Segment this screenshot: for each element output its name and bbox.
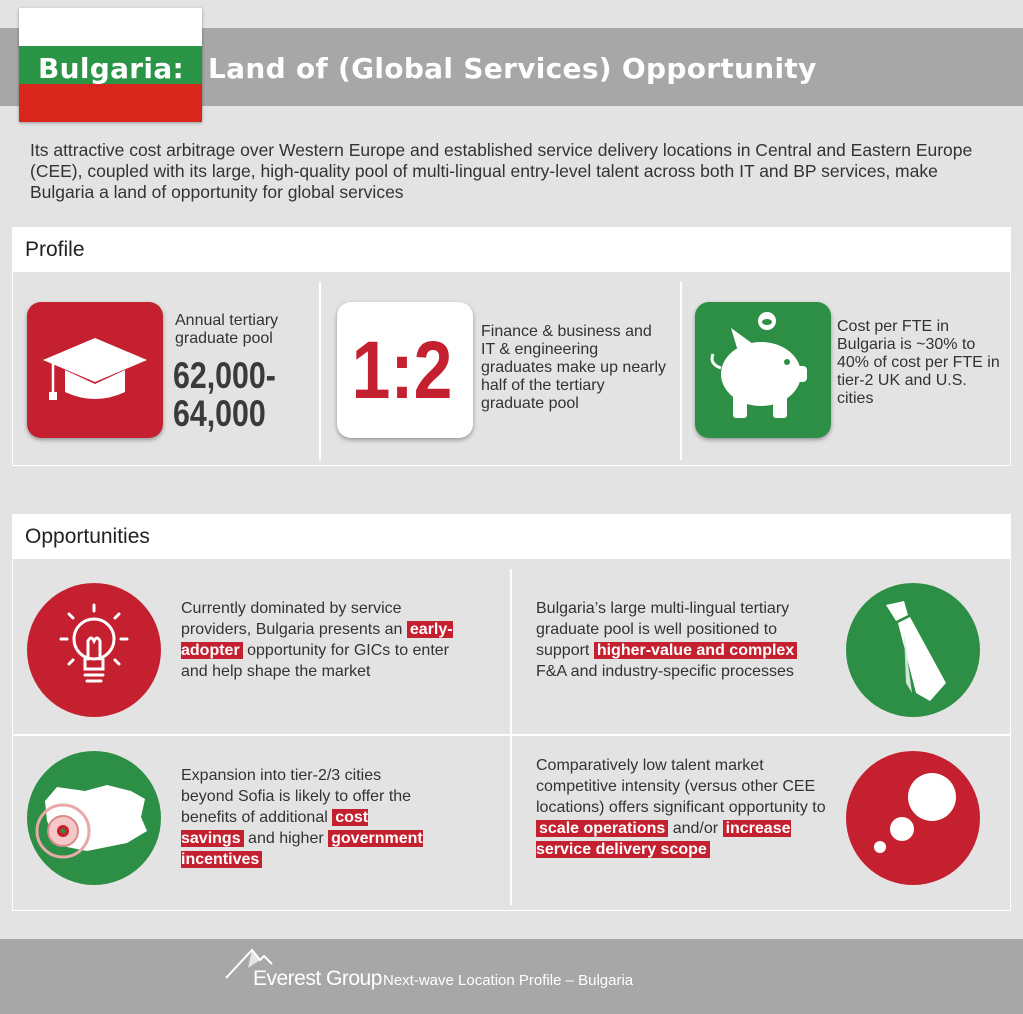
early-adopter-text: Currently dominated by service providers, Bulgaria presents an early-adopter opportunity for GICs to enter and help shape the market xyxy=(181,600,453,680)
scale-operations-text: Comparatively low talent market competitive intensity (versus other CEE locations) offers significant opportunity to scale operations and/or increase service delivery scope xyxy=(536,757,826,858)
cost-per-fte-description: Cost per FTE in Bulgaria is ~30% to 40% of cost per FTE in tier-2 UK and U.S. cities xyxy=(837,318,1000,407)
ratio-description: Finance & business and IT & engineering graduates make up nearly half of the tertiary graduate pool xyxy=(481,323,666,412)
intro-text: Its attractive cost arbitrage over Western Europe and established service delivery locations in Central and Eastern Europe (CEE), coupled with its large, high-quality pool of multi-lingual entry-level talent across both IT and BP services, make Bulgaria a land of opportunity for global services xyxy=(30,140,973,202)
scale-operations-highlight: scale operations xyxy=(536,820,668,837)
graduation-cap-icon xyxy=(27,302,163,438)
increase-scope-highlight: increase service delivery scope xyxy=(536,820,791,858)
opportunities-heading: Opportunities xyxy=(13,515,1010,559)
ratio-tile xyxy=(337,302,473,438)
necktie-icon xyxy=(846,583,980,717)
graduation-cap-tile xyxy=(27,302,163,438)
thought-bubble-circle xyxy=(846,751,980,885)
higher-value-highlight: higher-value and complex xyxy=(594,642,797,659)
cost-savings-highlight: cost savings xyxy=(181,809,369,847)
early-adopter-highlight: early-adopter xyxy=(181,621,453,659)
graduate-pool-label: Annual tertiary graduate pool xyxy=(175,312,279,347)
thought-bubble-icon xyxy=(846,751,980,885)
footer-brand: Everest Group xyxy=(253,967,382,990)
lightbulb-icon xyxy=(27,583,161,717)
lightbulb-circle xyxy=(27,583,161,717)
footer-subtitle: Next-wave Location Profile – Bulgaria xyxy=(383,972,634,989)
government-incentives-highlight: government incentives xyxy=(181,830,423,868)
expansion-text: Expansion into tier-2/3 cities beyond Sofia is likely to offer the benefits of additional cost savings and higher government incentives xyxy=(181,767,423,868)
profile-heading: Profile xyxy=(13,228,1010,272)
profile-section xyxy=(12,227,1011,466)
title-country: Bulgaria: xyxy=(38,52,185,85)
graduate-pool-value-2: 64,000 xyxy=(173,393,266,434)
page-title: Land of (Global Services) Opportunity xyxy=(208,52,817,85)
necktie-circle xyxy=(846,583,980,717)
graduate-pool-value-1: 62,000- xyxy=(173,355,276,396)
ratio-value: 1:2 xyxy=(351,325,453,416)
piggy-bank-icon xyxy=(695,302,831,438)
opportunities-section xyxy=(12,514,1011,911)
higher-value-text: Bulgaria’s large multi-lingual tertiary graduate pool is well positioned to support higher-value and complex F&A and industry-specific processes xyxy=(536,598,821,682)
piggy-bank-tile xyxy=(695,302,831,438)
bulgaria-map-icon xyxy=(27,751,161,885)
map-circle xyxy=(27,751,161,885)
